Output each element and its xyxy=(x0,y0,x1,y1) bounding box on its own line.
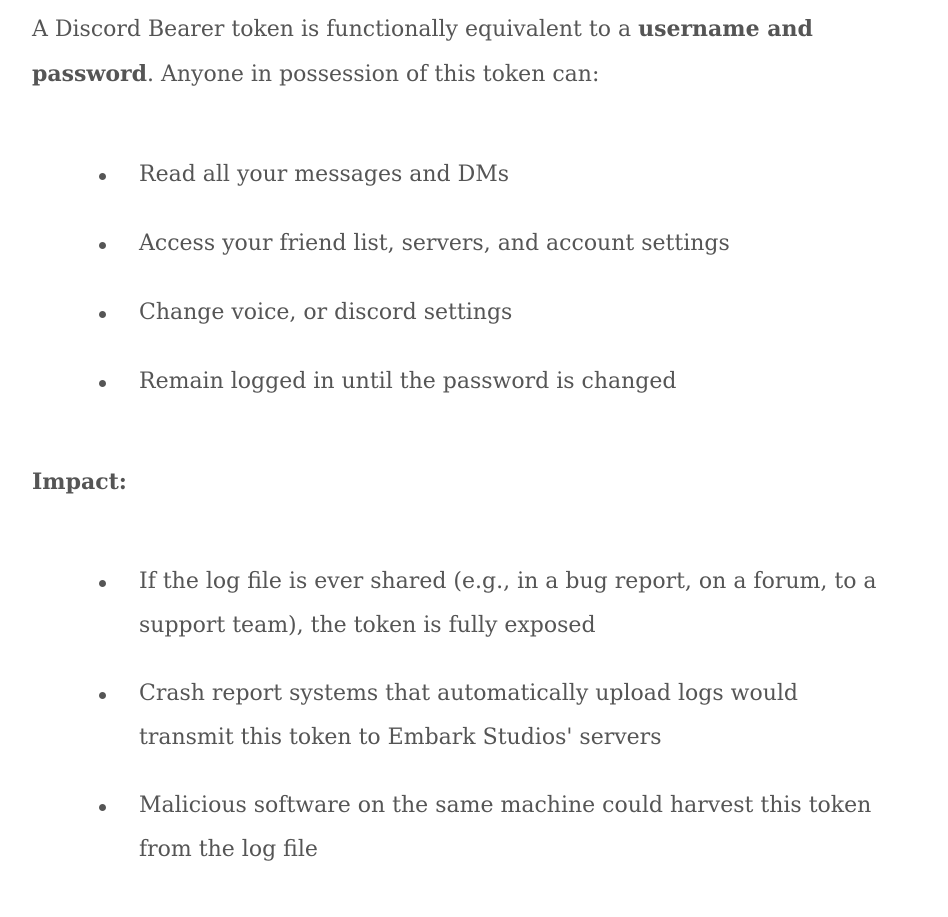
bullet-icon xyxy=(99,242,106,249)
bullet-icon xyxy=(99,311,106,318)
article-body xyxy=(32,7,912,872)
impact-list xyxy=(32,560,912,872)
list-item-text: Read all your messages and DMs xyxy=(139,162,510,187)
bullet-icon xyxy=(99,173,106,180)
list-item xyxy=(32,672,899,760)
list-item xyxy=(32,360,899,404)
intro-paragraph xyxy=(32,7,882,97)
intro-emphasis: username and password xyxy=(32,16,813,87)
list-item xyxy=(32,153,899,197)
bullet-icon xyxy=(99,692,106,699)
list-item-text: Remain logged in until the password is changed xyxy=(139,369,677,394)
list-item-text: Change voice, or discord settings xyxy=(139,300,513,325)
capabilities-list xyxy=(32,153,912,404)
list-item xyxy=(32,784,899,872)
list-item-text: If the log file is ever shared (e.g., in a bug report, on a forum, to a support team), the token is fully exposed xyxy=(139,569,877,638)
intro-suffix: . Anyone in possession of this token can: xyxy=(147,62,600,87)
list-item-text: Access your friend list, servers, and account settings xyxy=(139,231,730,256)
bullet-icon xyxy=(99,580,106,587)
bullet-icon xyxy=(99,380,106,387)
list-item-text: Malicious software on the same machine could harvest this token from the log file xyxy=(139,793,872,862)
bullet-icon xyxy=(99,804,106,811)
list-item-text: Crash report systems that automatically upload logs would transmit this token to Embark Studios' servers xyxy=(139,681,799,750)
list-item xyxy=(32,222,899,266)
impact-heading: Impact: xyxy=(32,469,127,495)
list-item xyxy=(32,291,899,335)
list-item xyxy=(32,560,899,648)
intro-prefix: A Discord Bearer token is functionally equivalent to a xyxy=(32,17,639,42)
